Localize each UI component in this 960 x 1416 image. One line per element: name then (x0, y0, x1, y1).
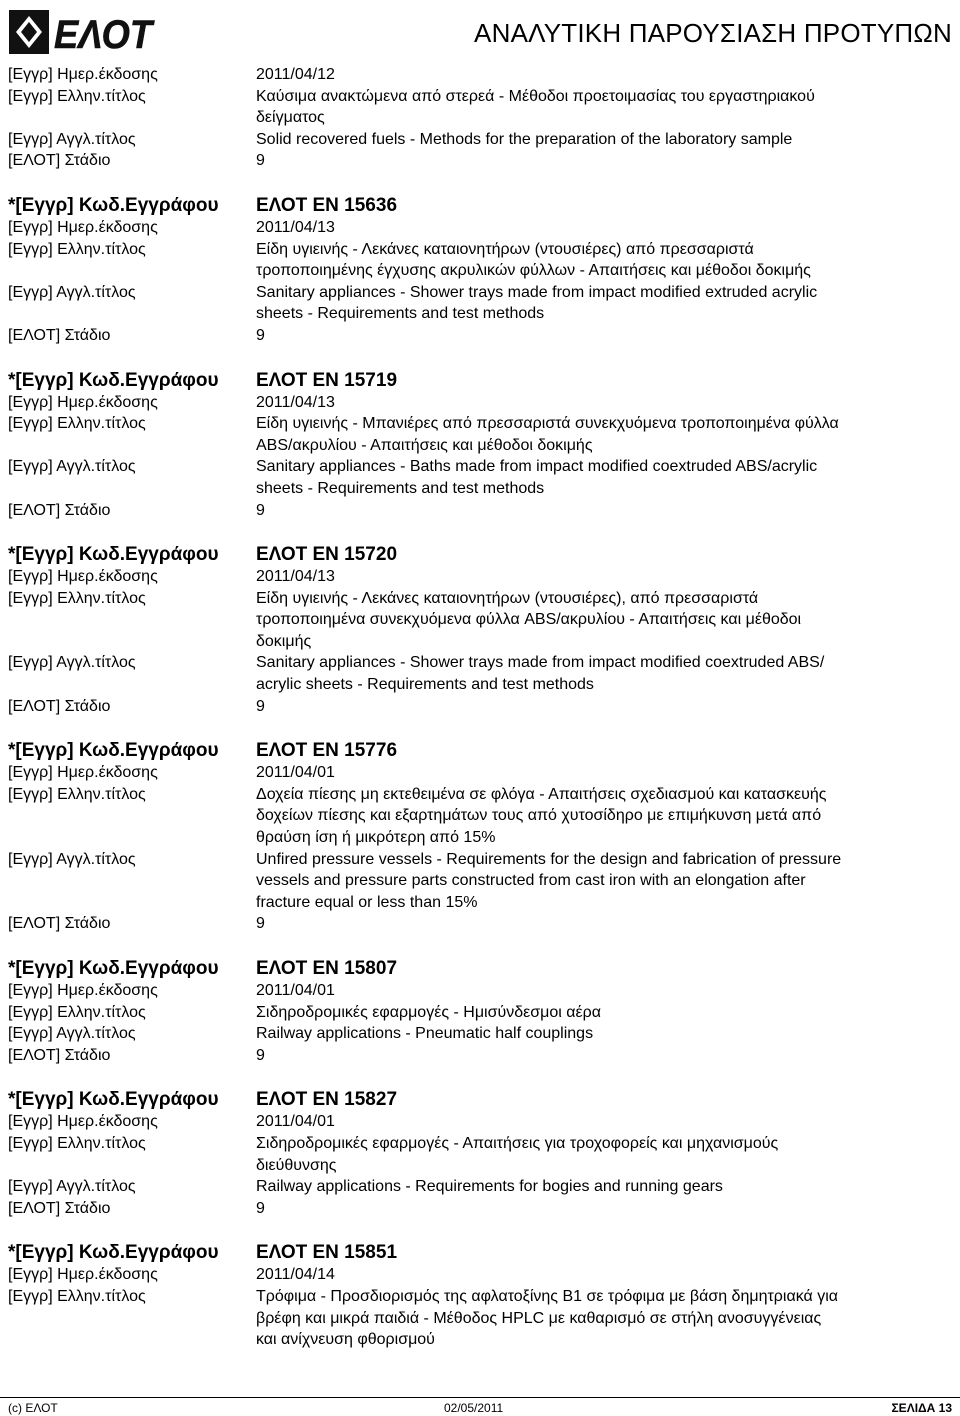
field-label (8, 1155, 256, 1177)
field-value: 2011/04/01 (256, 982, 335, 999)
field-value-line: Solid recovered fuels - Methods for the preparation of the laboratory sample (256, 130, 793, 148)
field-label (8, 870, 256, 892)
field-value-line: Σιδηροδρομικές εφαρμογές - Απαιτήσεις για τροχοφορείς και μηχανισμούς (256, 1134, 779, 1152)
field-value: 2011/04/01 (256, 764, 335, 782)
english-title-row (8, 892, 952, 914)
field-label: [Εγγρ] Ημερ.έκδοσης (8, 764, 158, 782)
field-label: [Εγγρ] Ελλην.τίτλος (8, 240, 146, 258)
standard-record (8, 64, 952, 172)
greek-title-row (8, 1155, 952, 1177)
greek-title-row (8, 260, 952, 282)
field-value-line: Δοχεία πίεσης μη εκτεθειμένα σε φλόγα - Απαιτήσεις σχεδιασμού και κατασκευής (256, 785, 827, 803)
field-label (8, 827, 256, 849)
field-value-line: Railway applications - Requirements for bogies and running gears (256, 1178, 723, 1196)
field-value-line: διεύθυνσης (256, 1156, 337, 1174)
issue-date-row (8, 762, 952, 784)
field-label: [ΕΛΟΤ] Στάδιο (8, 501, 111, 519)
field-value: 2011/04/14 (256, 1266, 335, 1284)
field-value: 2011/04/12 (256, 66, 335, 83)
document-code-row (8, 369, 952, 392)
field-value: 9 (256, 1046, 265, 1064)
field-value: 9 (256, 697, 265, 715)
field-label: [Εγγρ] Αγγλ.τίτλος (8, 1178, 136, 1196)
field-label: [Εγγρ] Ελλην.τίτλος (8, 589, 146, 607)
records-list (8, 64, 952, 1373)
page-header (0, 0, 960, 62)
field-label: *[Εγγρ] Κωδ.Εγγράφου (8, 369, 219, 391)
greek-title-row (8, 107, 952, 129)
field-value: ΕΛΟΤ EN 15636 (256, 194, 398, 216)
document-title: ΑΝΑΛΥΤΙΚΗ ΠΑΡΟΥΣΙΑΣΗ ΠΡΟΤΥΠΩΝ (474, 18, 952, 48)
greek-title-row (8, 413, 952, 435)
english-title-row (8, 303, 952, 325)
field-value: 9 (256, 915, 265, 933)
field-label: [Εγγρ] Ημερ.έκδοσης (8, 66, 158, 83)
field-label: [Εγγρ] Ημερ.έκδοσης (8, 568, 158, 586)
field-label (8, 1329, 256, 1351)
field-value: ΕΛΟΤ EN 15776 (256, 740, 398, 762)
field-value-line: Sanitary appliances - Baths made from impact modified coextruded ABS/acrylic (256, 458, 818, 476)
document-code-row (8, 1088, 952, 1111)
field-value-line: Railway applications - Pneumatic half couplings (256, 1025, 594, 1043)
field-label: [Εγγρ] Ελλην.τίτλος (8, 87, 146, 105)
field-label (8, 674, 256, 696)
greek-title-row (8, 784, 952, 806)
issue-date-row (8, 566, 952, 588)
field-value-line: και ανίχνευση φθορισμού (256, 1331, 435, 1349)
greek-title-row (8, 631, 952, 653)
field-value: 9 (256, 1199, 265, 1217)
stage-row (8, 696, 952, 718)
document-code-row (8, 1241, 952, 1264)
field-value-line: Sanitary appliances - Shower trays made from impact modified coextruded ABS/ (256, 654, 825, 672)
field-value: ΕΛΟΤ EN 15807 (256, 958, 398, 979)
standard-record (8, 1088, 952, 1219)
greek-title-row (8, 1133, 952, 1155)
greek-title-row (8, 1308, 952, 1330)
field-label: *[Εγγρ] Κωδ.Εγγράφου (8, 958, 219, 979)
field-label: [ΕΛΟΤ] Στάδιο (8, 326, 111, 344)
greek-title-row (8, 827, 952, 849)
field-label (8, 260, 256, 282)
document-code-row (8, 194, 952, 217)
field-label: [Εγγρ] Αγγλ.τίτλος (8, 458, 136, 476)
field-value-line: sheets - Requirements and test methods (256, 479, 545, 497)
stage-row (8, 1045, 952, 1067)
field-label: [Εγγρ] Ημερ.έκδοσης (8, 1113, 158, 1131)
field-label: [Εγγρ] Ελλην.τίτλος (8, 1003, 146, 1021)
field-label (8, 478, 256, 500)
english-title-row (8, 129, 952, 151)
page-footer (0, 1397, 960, 1416)
field-value: 2011/04/13 (256, 568, 335, 586)
field-label: [Εγγρ] Αγγλ.τίτλος (8, 283, 136, 301)
field-label: *[Εγγρ] Κωδ.Εγγράφου (8, 1089, 219, 1111)
standard-record (8, 1241, 952, 1350)
field-label (8, 805, 256, 827)
field-label (8, 609, 256, 631)
field-value: ΕΛΟΤ EN 15719 (256, 369, 398, 391)
standard-record (8, 739, 952, 935)
field-label: [Εγγρ] Αγγλ.τίτλος (8, 1025, 136, 1043)
field-label: *[Εγγρ] Κωδ.Εγγράφου (8, 1242, 219, 1264)
field-label: [ΕΛΟΤ] Στάδιο (8, 1199, 111, 1217)
field-value: 2011/04/13 (256, 218, 335, 236)
field-label (8, 107, 256, 129)
field-label: [Εγγρ] Ελλην.τίτλος (8, 1134, 146, 1152)
field-value-line: τροποποιημένα συνεκχυόμενα φύλλα ABS/ακρυλίου - Απαιτήσεις και μέθοδοι (256, 611, 802, 629)
field-label: [Εγγρ] Ελλην.τίτλος (8, 1287, 146, 1305)
field-label (8, 892, 256, 914)
field-label: [Εγγρ] Αγγλ.τίτλος (8, 654, 136, 672)
field-value-line: βρέφη και μικρά παιδιά - Μέθοδος HPLC με καθαρισμό σε στήλη ανοσυγγένειας (256, 1309, 822, 1327)
greek-title-row (8, 609, 952, 631)
field-label: [Εγγρ] Αγγλ.τίτλος (8, 850, 136, 868)
field-label (8, 435, 256, 457)
greek-title-row (8, 1329, 952, 1351)
issue-date-row (8, 980, 952, 1002)
stage-row (8, 500, 952, 522)
field-label: [Εγγρ] Ημερ.έκδοσης (8, 1266, 158, 1284)
field-value-line: fracture equal or less than 15% (256, 893, 478, 911)
field-label: [Εγγρ] Ελλην.τίτλος (8, 415, 146, 433)
greek-title-row (8, 239, 952, 261)
field-value: ΕΛΟΤ EN 15851 (256, 1242, 398, 1264)
field-label: [ΕΛΟΤ] Στάδιο (8, 152, 111, 170)
standard-record (8, 957, 952, 1066)
document-code-row (8, 957, 952, 980)
stage-row (8, 913, 952, 935)
issue-date-row (8, 1264, 952, 1286)
field-value: 9 (256, 326, 265, 344)
field-label: *[Εγγρ] Κωδ.Εγγράφου (8, 194, 219, 216)
field-value-line: Σιδηροδρομικές εφαρμογές - Ημισύνδεσμοι αέρα (256, 1003, 601, 1021)
english-title-row (8, 1176, 952, 1198)
greek-title-row (8, 1286, 952, 1308)
issue-date-row (8, 392, 952, 414)
field-label: [ΕΛΟΤ] Στάδιο (8, 1046, 111, 1064)
greek-title-row (8, 435, 952, 457)
standard-record (8, 194, 952, 347)
field-value-line: vessels and pressure parts constructed from cast iron with an elongation after (256, 872, 806, 890)
document-code-row (8, 739, 952, 762)
document-code-row (8, 543, 952, 566)
field-value: 9 (256, 501, 265, 519)
footer-page-number: ΣΕΛΙΔΑ 13 (891, 1401, 952, 1415)
field-label (8, 631, 256, 653)
field-label: [ΕΛΟΤ] Στάδιο (8, 915, 111, 933)
footer-date: 02/05/2011 (444, 1401, 504, 1415)
field-value-line: Είδη υγιεινής - Λεκάνες καταιονητήρων (ντουσιέρες), από πρεσσαριστά (256, 589, 759, 607)
field-value-line: δείγματος (256, 109, 325, 127)
field-value: 9 (256, 152, 265, 170)
field-label: [Εγγρ] Ημερ.έκδοσης (8, 982, 158, 999)
english-title-row (8, 849, 952, 871)
footer-copyright: (c) ΕΛΟΤ (8, 1401, 58, 1415)
field-value-line: Unfired pressure vessels - Requirements for the design and fabrication of pressure (256, 850, 842, 868)
field-label (8, 1308, 256, 1330)
stage-row (8, 1198, 952, 1220)
field-value-line: Καύσιμα ανακτώμενα από στερεά - Μέθοδοι προετοιμασίας του εργαστηριακού (256, 87, 815, 105)
stage-row (8, 325, 952, 347)
field-value-line: ABS/ακρυλίου - Απαιτήσεις και μέθοδοι δοκιμής (256, 436, 593, 454)
standard-record (8, 543, 952, 717)
field-label: [Εγγρ] Ημερ.έκδοσης (8, 218, 158, 236)
field-value-line: Είδη υγιεινής - Μπανιέρες από πρεσσαριστά συνεκχυόμενα τροποποιημένα φύλλα (256, 415, 839, 433)
field-value-line: τροποποιημένης έγχυσης ακρυλικών φύλλων - Απαιτήσεις και μέθοδοι δοκιμής (256, 262, 811, 280)
greek-title-row (8, 805, 952, 827)
field-label: [Εγγρ] Ημερ.έκδοσης (8, 393, 158, 411)
elot-logo (8, 8, 156, 56)
field-value-line: θραύση ίση ή μικρότερη από 15% (256, 829, 496, 847)
field-value: 2011/04/13 (256, 393, 335, 411)
field-value-line: Τρόφιμα - Προσδιορισμός της αφλατοξίνης Β1 σε τρόφιμα με βάση δημητριακά για (256, 1287, 839, 1305)
logo-text: ΕΛΟΤ (54, 13, 156, 56)
field-value-line: sheets - Requirements and test methods (256, 305, 545, 323)
field-label: *[Εγγρ] Κωδ.Εγγράφου (8, 544, 219, 566)
field-value: ΕΛΟΤ EN 15720 (256, 544, 398, 566)
english-title-row (8, 282, 952, 304)
field-value-line: acrylic sheets - Requirements and test methods (256, 676, 594, 694)
issue-date-row (8, 217, 952, 239)
field-label: [Εγγρ] Αγγλ.τίτλος (8, 130, 136, 148)
greek-title-row (8, 1002, 952, 1024)
issue-date-row (8, 64, 952, 86)
english-title-row (8, 870, 952, 892)
english-title-row (8, 478, 952, 500)
field-value-line: δοκιμής (256, 632, 312, 650)
field-label: *[Εγγρ] Κωδ.Εγγράφου (8, 740, 219, 762)
field-value-line: Sanitary appliances - Shower trays made from impact modified extruded acrylic (256, 283, 818, 301)
english-title-row (8, 456, 952, 478)
stage-row (8, 150, 952, 172)
field-label (8, 303, 256, 325)
field-value: ΕΛΟΤ EN 15827 (256, 1089, 398, 1111)
field-value: 2011/04/01 (256, 1113, 335, 1131)
field-value-line: Είδη υγιεινής - Λεκάνες καταιονητήρων (ντουσιέρες) από πρεσσαριστά (256, 240, 754, 258)
greek-title-row (8, 86, 952, 108)
standard-record (8, 369, 952, 522)
english-title-row (8, 652, 952, 674)
field-label: [Εγγρ] Ελλην.τίτλος (8, 785, 146, 803)
english-title-row (8, 1023, 952, 1045)
english-title-row (8, 674, 952, 696)
greek-title-row (8, 588, 952, 610)
issue-date-row (8, 1111, 952, 1133)
field-label: [ΕΛΟΤ] Στάδιο (8, 697, 111, 715)
field-value-line: δοχείων πίεσης και εξαρτημάτων τους από χυτοσίδηρο με επιμήκυνση μετά από (256, 807, 822, 825)
